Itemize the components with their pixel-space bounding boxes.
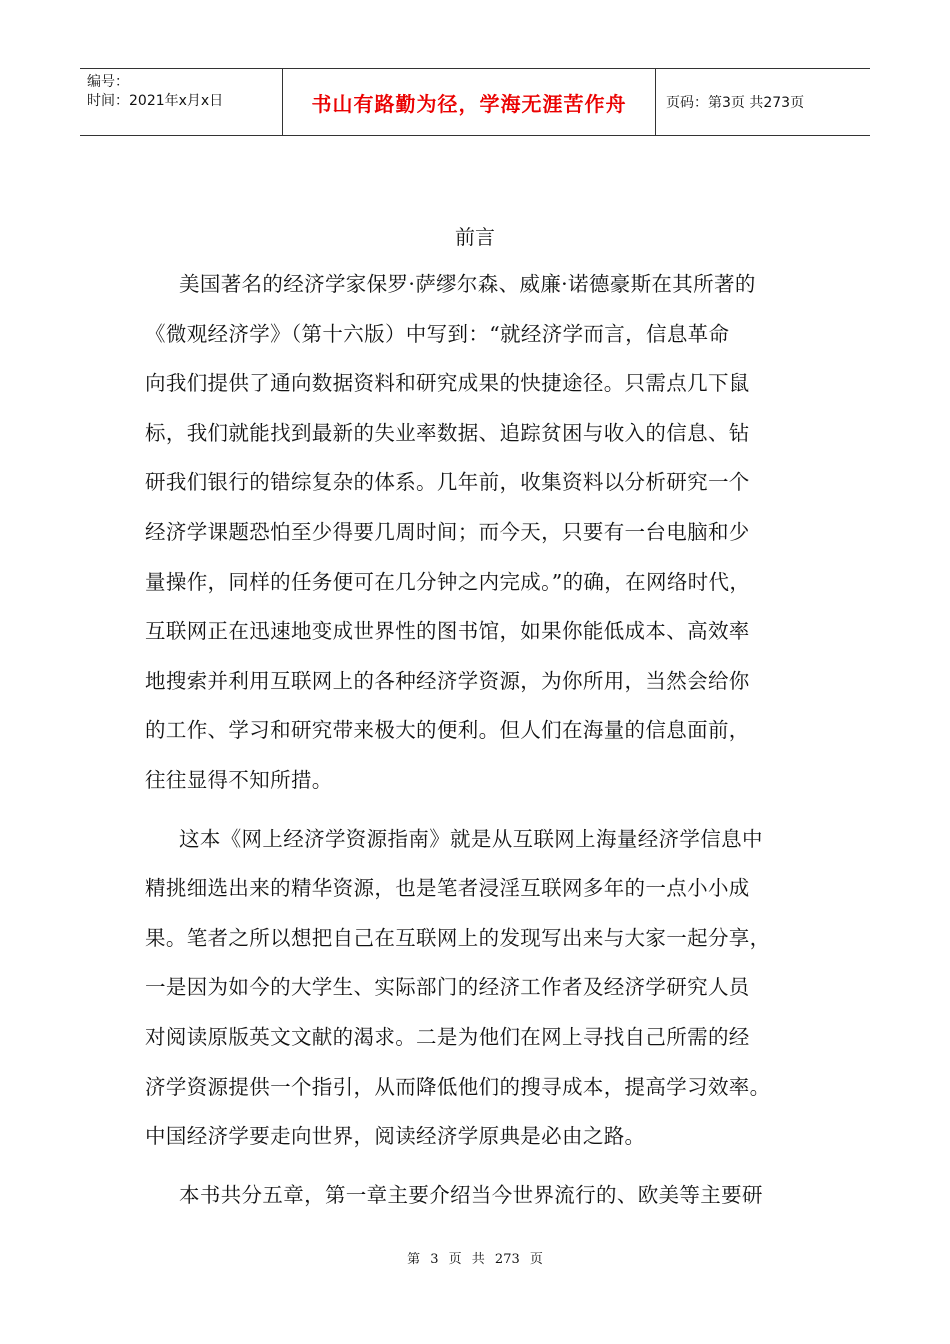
text-line: 地搜索并利用互联网上的各种经济学资源，为你所用，当然会给你 [145, 668, 750, 693]
page-footer: 第 3 页 共 273 页 [407, 1252, 543, 1267]
document-date-label: 时间：2021年x月x日 [87, 93, 224, 109]
paragraph [145, 1175, 821, 1225]
text-line: 经济学课题恐怕至少得要几周时间；而今天，只要有一台电脑和少 [145, 519, 750, 544]
text-line: 的工作、学习和研究带来极大的便利。但人们在海量的信息面前， [145, 718, 750, 743]
text-line: 对阅读原版英文文献的渴求。二是为他们在网上寻找自己所需的经 [145, 1024, 750, 1049]
text-line: 往往显得不知所措。 [145, 767, 333, 792]
text-line: 美国著名的经济学家保罗·萨缪尔森、威廉·诺德豪斯在其所著的 [179, 272, 756, 296]
text-line: 研我们银行的错综复杂的体系。几年前，收集资料以分析研究一个 [145, 470, 750, 495]
text-line: 本书共分五章，第一章主要介绍当今世界流行的、欧美等主要研 [179, 1182, 763, 1207]
paragraph [145, 819, 821, 1166]
document-number-label: 编号： [87, 74, 129, 90]
text-line: 这本《网上经济学资源指南》就是从互联网上海量经济学信息中 [179, 826, 763, 851]
section-title: 前言 [455, 225, 495, 249]
text-line: 量操作，同样的任务便可在几分钟之内完成。”的确，在网络时代， [145, 569, 751, 594]
text-line: 中国经济学要走向世界，阅读经济学原典是必由之路。 [145, 1124, 646, 1149]
text-line: 精挑细选出来的精华资源，也是笔者浸淫互联网多年的一点小小成 [145, 876, 750, 901]
text-line: 标，我们就能找到最新的失业率数据、追踪贫困与收入的信息、钻 [145, 420, 750, 445]
text-line: 一是因为如今的大学生、实际部门的经济工作者及经济学研究人员 [145, 975, 750, 1000]
header-meta [80, 69, 283, 135]
body-text [145, 264, 821, 1224]
header-motto: 书山有路勤为径，学海无涯苦作舟 [283, 69, 656, 135]
text-line: 果。笔者之所以想把自己在互联网上的发现写出来与大家一起分享， [145, 925, 771, 950]
text-line: 互联网正在迅速地变成世界性的图书馆，如果你能低成本、高效率 [145, 619, 750, 644]
paragraph [145, 264, 821, 810]
text-line: 济学资源提供一个指引，从而降低他们的搜寻成本，提高学习效率。 [145, 1074, 771, 1099]
header-page-info: 页码：第3页 共273页 [666, 95, 805, 111]
text-line: 《微观经济学》（第十六版）中写到：“就经济学而言，信息革命 [145, 321, 730, 346]
text-line: 向我们提供了通向数据资料和研究成果的快捷途径。只需点几下鼠 [145, 371, 750, 396]
page-header [80, 68, 870, 136]
